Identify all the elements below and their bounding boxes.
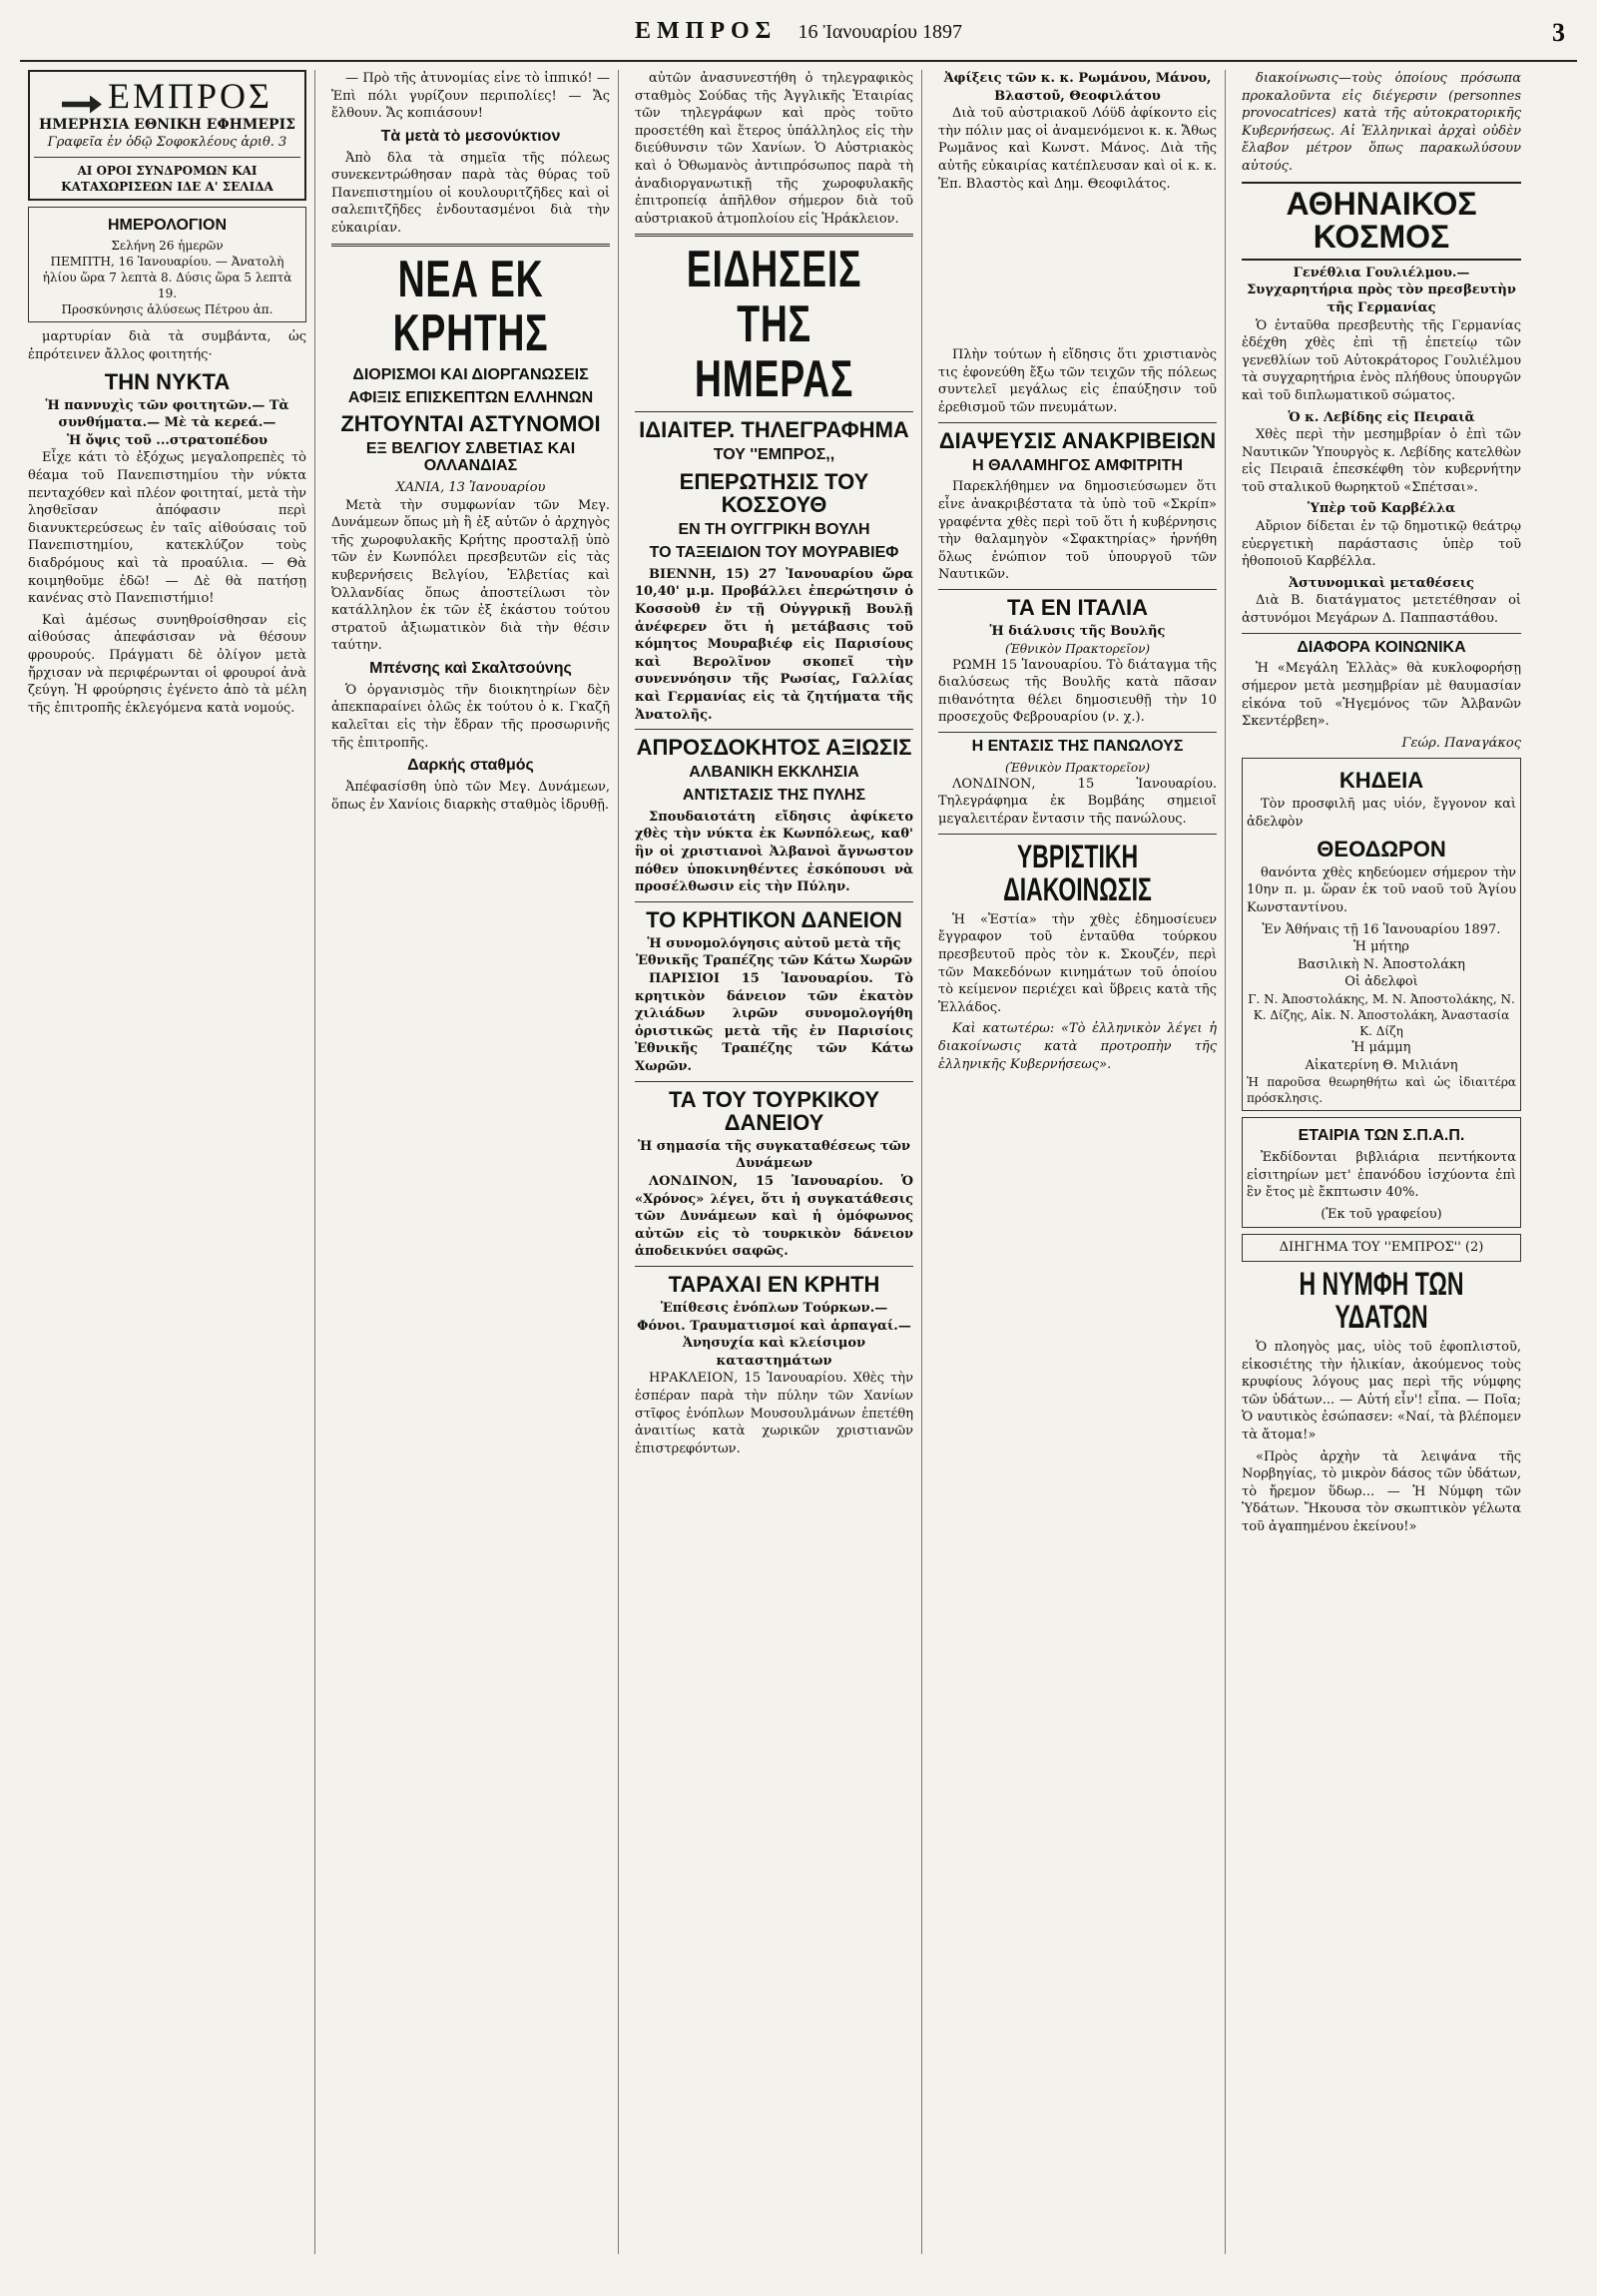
- news-continuation: Πλὴν τούτων ἡ εἴδησις ὅτι χριστιανὸς τις ἐφονεύθη ἔξω τῶν τειχῶν τῆς πόλεως συντελεῖ μεγάλως εἰς ἐπαύξησιν τοῦ ἐρεθισμοῦ τῶν πνευμάτων.: [938, 347, 1217, 415]
- turkish-loan-title: ΤΑ ΤΟΥ ΤΟΥΡΚΙΚΟΥ ΔΑΝΕΙΟΥ: [668, 1086, 880, 1135]
- columns: [20, 70, 1577, 2254]
- divider: [635, 1081, 913, 1082]
- divider: [938, 422, 1217, 423]
- crete-section-title-2: Δαρκής σταθμός: [407, 757, 534, 775]
- insult-body: Ἡ «Ἑστία» τὴν χθὲς ἐδημοσίευεν ἔγγραφον τοῦ ἐνταῦθα τούρκου πρεσβευτοῦ πρὸς τὸν κ. Σκουζέν, περὶ τῶν Μακεδόνων κινημάτων τοῦ ὁποίου τὸ κείμενον περιέχει καὶ ὕβρεις κατὰ τῆς Ἑλλάδος.: [938, 911, 1217, 1015]
- column-5: [1234, 70, 1529, 2254]
- divider: [1242, 633, 1521, 634]
- masthead-rule: [20, 60, 1577, 62]
- night-body-2: Καὶ ἀμέσως συνηθροίσθησαν εἰς αἰθούσας ἀπεφάσισαν νὰ θέσουν φρουρούς. Πράγματι δὲ ὀλίγον μετὰ ἤρχισαν νὰ περιφέρωνται οἱ φρουροί ἀνὰ ζεύγη. Ἡ φρούρησις ἐγένετο ἀπὸ τὰ μέλη τῆς ἐπιτροπῆς ἐκλεγόμενα κατὰ νομούς.: [28, 612, 306, 716]
- telegram-subtitle: ΤΟΥ ''ΕΜΠΡΟΣ,,: [713, 446, 835, 464]
- athens-society-subtitle: Γενέθλια Γουλιέλμου.— Συγχαρητήρια πρὸς τὸν πρεσβευτὴν τῆς Γερμανίας: [1247, 265, 1516, 315]
- divider: [635, 411, 913, 412]
- athens-society-body: Ὁ ἐνταῦθα πρεσβευτὴς τῆς Γερμανίας ἐδέχθη χθὲς ἐπὶ τῇ ἐπετείῳ τῶν γενεθλίων τοῦ Αὐτοκράτορος Γουλιέλμου τὰ συγχαρητήρια ἐνὸς πλήθους ὑπουργῶν καὶ τοῦ διπλωματικοῦ σώματος.: [1242, 317, 1521, 403]
- crete-news-title: ΝΕΑ ΕΚ ΚΡΗΤΗΣ: [392, 250, 549, 363]
- divider: [34, 157, 300, 158]
- misc-body: Ἡ «Μεγάλη Ἑλλὰς» θὰ κυκλοφορήσῃ σήμερον μετὰ μεσημβρίαν μὲ θαυμασίαν εἰκόνα τοῦ «Ἡγεμόνος τῶν Ἀλβανῶν Σκεντέρβεη».: [1242, 661, 1521, 730]
- company-note: (Ἐκ τοῦ γραφείου): [1321, 1206, 1442, 1222]
- calendar-line-3: Προσκύνησις ἁλύσεως Πέτρου ἀπ.: [61, 302, 273, 317]
- denial-body: Παρεκλήθημεν να δημοσιεύσωμεν ὅτι εἶνε ἀνακριβέστατα τὰ ὑπὸ τοῦ «Σκρίπ» γραφέντα χθὲς περὶ τοῦ ὅτι ἡ κυβέρνησις τὴν θαλαμηγὸν «Σφακτηρίας» ἠρνήθη ὅλως ἐνώπιον τοῦ ὑπουργοῦ τῶν Ναυτικῶν.: [938, 479, 1217, 583]
- police-body: Διὰ Β. διατάγματος μετετέθησαν οἱ ἀστυνόμοι Μεγάρων Δ. Παππαστάθου.: [1242, 593, 1521, 627]
- divider: [938, 589, 1217, 590]
- funeral-note: Ἡ παροῦσα θεωρηθήτω καὶ ὡς ἰδιαιτέρα πρόσκλησις.: [1247, 1075, 1516, 1106]
- insult-title: ΥΒΡΙΣΤΙΚΗ ΔΙΑΚΟΙΝΩΣΙΣ: [1003, 838, 1152, 908]
- midnight-body: Ἀπὸ δλα τὰ σημεῖα τῆς πόλεως συνεκεντρώθησαν παρὰ τὰς θύρας τοῦ Πανεπιστημίου οἱ κουλουριτζῆδες καὶ οἱ σαλεπιτζῆδες ἐνδουτασμένοι διὰ τὴν εὐκαιρίαν.: [331, 150, 610, 236]
- albanian-body: Σπουδαιοτάτη εἴδησις ἀφίκετο χθὲς τὴν νύκτα ἐκ Κωνπόλεως, καθ' ἣν οἱ χριστιανοὶ Ἀλβανοὶ ἄγνωστον πόθεν ὑποκινηθέντες ἐσκόπουσι νὰ προσέλθωσιν εἰς τὴν Πύλην.: [635, 809, 913, 895]
- logo-title: ΕΜΠΡΟΣ: [108, 76, 272, 116]
- karvellas-body: Αὔριον δίδεται ἐν τῷ δημοτικῷ θεάτρῳ εὐεργετικὴ παράστασις ὑπὲρ τοῦ ἠθοποιοῦ Καρβέλλα.: [1242, 519, 1521, 570]
- levidis-title: Ὁ κ. Λεβίδης εἰς Πειραιᾶ: [1288, 409, 1475, 425]
- cretan-loan-title: ΤΟ ΚΡΗΤΙΚΟΝ ΔΑΝΕΙΟΝ: [646, 906, 902, 932]
- calendar-line-2: ΠΕΜΠΤΗ, 16 Ἰανουαρίου. — Ἀνατολὴ ἡλίου ὥρα 7 λεπτὰ 8. Δύσις ὥρα 5 λεπτὰ 19.: [42, 255, 292, 301]
- funeral-date: Ἐν Ἀθήναις τῇ 16 Ἰανουαρίου 1897.: [1262, 921, 1501, 937]
- company-body: Ἐκδίδονται βιβλιάρια πεντήκοντα εἰσιτηρίων μετ' ἐπανόδου ἰσχύοντα ἐπὶ ἓν ἔτος μὲ ἔκπτωσιν 40%.: [1247, 1149, 1516, 1201]
- funeral-title: ΚΗΔΕΙΑ: [1338, 768, 1424, 794]
- crete-section-body-1: Ὁ ὀργανισμὸς τῆν διοικητηρίων δὲν ἀπεκπαραίνει ὁλῶς ἐκ τούτου ὁ κ. Γκαζῆ καλεῖται εἰς τὴν ἔδραν τῆς προσωρινῆς τῆς ἐπιτροπῆς.: [331, 682, 610, 751]
- funeral-mother-name: Βασιλικὴ Ν. Ἀποστολάκη: [1298, 956, 1465, 972]
- logo-terms: ΑΙ ΟΡΟΙ ΣΥΝΔΡΟΜΩΝ ΚΑΙ ΚΑΤΑΧΩΡΙΣΕΩΝ ΙΔΕ Α' ΣΕΛΙΔΑ: [61, 163, 273, 194]
- riots-body: ΗΡΑΚΛΕΙΟΝ, 15 Ἰανουαρίου. Χθὲς τὴν ἑσπέραν παρὰ τὴν πύλην τῶν Χανίων στῖφος ἐνόπλων Μουσουλμάνων ἐπετέθη ἀναιτίως κατὰ χωρικῶν χριστιανῶν ἐπιστρεφόντων.: [635, 1371, 913, 1456]
- crete-section-body-2: Ἀπέφασίσθη ὑπὸ τῶν Μεγ. Δυνάμεων, ὅπως ἐν Χανίοις διαρκὴς σταθμὸς ἱδρυθῇ.: [331, 779, 610, 813]
- col1-intro: μαρτυρίαν διὰ τὰ συμβάντα, ὡς ἐπρότεινεν ἄλλος φοιτητής·: [28, 329, 306, 362]
- crete-section-title-1: Μπένσης καὶ Σκαλτσούνης: [369, 659, 572, 677]
- telegram-title: ΙΔΙΑΙΤΕΡ. ΤΗΛΕΓΡΑΦΗΜΑ: [639, 417, 909, 443]
- divider: [635, 901, 913, 902]
- funeral-body-2: θανόντα χθὲς κηδεύομεν σήμερον τὴν 10ην π. μ. ὥραν ἐκ τοῦ ναοῦ τοῦ Ἁγίου Κωνσταντίνου.: [1247, 864, 1516, 915]
- question-title: ΕΠΕΡΩΤΗΣΙΣ ΤΟΥ ΚΟΣΣΟΥΘ: [679, 469, 869, 518]
- newspaper-page: [20, 18, 1577, 2254]
- pointing-hand-icon: [62, 96, 102, 114]
- crete-body: Μετὰ τὴν συμφωνίαν τῶν Μεγ. Δυνάμεων ὅπως μὴ ἢ ἐξ αὐτῶν ὁ ἀρχηγὸς τῆς χωροφυλακῆς Κρήτης προσταλῇ ὑπὸ τῶν ἐν Κωνπόλει πρεσβευτῶν εἰς τὰς κυβερνήσεις Βελγίου, Ἑλβετίας καὶ Ὀλλανδίας ὅπως ἀποστείλωσι τὸν κατάλληλον ἐκ τῶν ἐξ ἑκάστου τούτου στρατοῦ ἀξιωματικὸν διὰ τὴν θέσιν ταύτην.: [331, 497, 610, 654]
- question-subtitle-2: ΤΟ ΤΑΞΕΙΔΙΟΝ ΤΟΥ ΜΟΥΡΑΒΙΕΦ: [649, 544, 899, 561]
- divider: [938, 834, 1217, 835]
- italy-body: ΡΩΜΗ 15 Ἰανουαρίου. Τὸ διάταγμα τῆς διαλύσεως τῆς Βουλῆς κατὰ πᾶσαν πιθανότητα θέλει δημοσιευθῇ τὴν 10 προσεχοῦς Φεβρουαρίου (ν. χ.).: [938, 657, 1217, 726]
- funeral-notice: [1242, 758, 1521, 1111]
- funeral-grandmother-name: Αἰκατερίνη Θ. Μιλιάνη: [1305, 1057, 1458, 1073]
- levidis-body: Χθὲς περὶ τὴν μεσημβρίαν ὁ ἐπὶ τῶν Ναυτικῶν Ὑπουργὸς κ. Λεβίδης κατελθὼν εἰς Πειραιᾶ ἐπεσκέφθη τὸν κυβερνήτην τοῦ σταλικοῦ θωρηκτοῦ «Σπέτσαι».: [1242, 427, 1521, 495]
- question-subtitle: ΕΝ ΤΗ ΟΥΓΓΡΙΚΗ ΒΟΥΛΗ: [678, 521, 870, 539]
- logo-office: Γραφεῖα ἐν ὁδῷ Σοφοκλέους ἀριθ. 3: [47, 135, 287, 150]
- night-subtitle-1: Ἡ παννυχὶς τῶν φοιτητῶν.— Τὰ συνθήματα.— Μὲ τὰ κερεά.—: [45, 397, 289, 431]
- turkish-loan-body: ΛΟΝΔΙΝΟΝ, 15 Ἰανουαρίου. Ὁ «Χρόνος» λέγει, ὅτι ἡ συγκατάθεσις τῶν Δυνάμεων καὶ ἡ ὁμόφωνος αὐτῶν εἰς τὸ τουρκικὸν δάνειον ἀποδεικνύει σαφῶς.: [635, 1174, 913, 1260]
- albanian-subtitle-2: ΑΝΤΙΣΤΑΣΙΣ ΤΗΣ ΠΥΛΗΣ: [682, 787, 866, 805]
- column-3: [627, 70, 922, 2254]
- calendar-line-1: Σελήνη 26 ἡμερῶν: [111, 239, 224, 254]
- col5-top: διακοίνωσις—τοὺς ὁποίους πρόσωπα προκαλοῦντα εἰς διέγερσιν (personnes provocatrices) κατὰ τῆς αὐτοκρατορικῆς Κυβερνήσεως. Αἱ Ἑλληνικαὶ ἀρχαὶ οὐδὲν ἔλαβον μέτρον ὅπως παρακωλύσουν αὐτούς.: [1242, 71, 1521, 174]
- plague-title: Η ΕΝΤΑΣΙΣ ΤΗΣ ΠΑΝΩΛΟΥΣ: [971, 738, 1184, 756]
- story-title: Η ΝΥΜΦΗ ΤΩΝ ΥΔΑΤΩΝ: [1299, 1265, 1464, 1336]
- page-number: 3: [1552, 18, 1565, 47]
- question-body: ΒΙΕΝΝΗ, 15) 27 Ἰανουαρίου ὥρα 10,40' μ.μ. Προβάλλει ἐπερώτησιν ὁ Κοσσοὺθ ἐν τῇ Οὐγγρικῇ Βουλῇ ἀνέφερεν ὅτι ἡ μετάβασις τοῦ κόμητος Μουραβιέφ εἰς Παρισίους καὶ Βερολῖνον σκοπεῖ τὴν συνεννόησιν τῆς Ρωσίας, Γαλλίας καὶ Γερμανίας εἰς τὰ ζητήματα τῆς Ἀνατολῆς.: [635, 566, 913, 723]
- cretan-loan-subtitle: Ἡ συνομολόγησις αὐτοῦ μετὰ τῆς Ἐθνικῆς Τραπέζης τῶν Κάτω Χωρῶν: [635, 935, 912, 969]
- logo-subtitle: ΗΜΕΡΗΣΙΑ ΕΘΝΙΚΗ ΕΦΗΜΕΡΙΣ: [38, 117, 296, 133]
- athens-society-title: ΑΘΗΝΑΙΚΟΣ ΚΟΣΜΟΣ: [1242, 182, 1521, 261]
- crete-subtitle-3: ΖΗΤΟΥΝΤΑΙ ΑΣΤΥΝΟΜΟΙ: [340, 411, 601, 437]
- funeral-name: ΘΕΟΔΩΡΟΝ: [1317, 836, 1446, 861]
- story-header: ΔΙΗΓΗΜΑ ΤΟΥ ''ΕΜΠΡΟΣ'' (2): [1279, 1240, 1484, 1256]
- funeral-grandmother-label: Ἡ μάμμη: [1351, 1039, 1411, 1055]
- crete-dateline: ΧΑΝΙΑ, 13 Ἰανουαρίου: [395, 480, 546, 496]
- night-subtitle-2: Ἡ ὄψις τοῦ ...στρατοπέδου: [66, 432, 268, 448]
- issue-date: 16 Ἰανουαρίου 1897: [798, 21, 963, 43]
- riots-subtitle: Ἐπίθεσις ἐνόπλων Τούρκων.— Φόνοι. Τραυματισμοί καὶ ἁρπαγαί.— Ἀνησυχία καὶ κλείσιμον καταστημάτων: [637, 1301, 911, 1369]
- headline-spacer: [938, 197, 1217, 346]
- police-title: Ἀστυνομικαὶ μεταθέσεις: [1289, 575, 1474, 591]
- italy-title: ΤΑ ΕΝ ΙΤΑΛΙΑ: [1007, 594, 1148, 620]
- funeral-mother-label: Ἡ μήτηρ: [1353, 939, 1409, 955]
- crete-subtitle-1: ΔΙΟΡΙΣΜΟΙ ΚΑΙ ΔΙΟΡΓΑΝΩΣΕΙΣ: [352, 365, 589, 383]
- denial-subtitle: Η ΘΑΛΑΜΗΓΟΣ ΑΜΦΙΤΡΙΤΗ: [972, 456, 1183, 474]
- arrivals-body: Διὰ τοῦ αὐστριακοῦ Λόϋδ ἀφίκοντο εἰς τὴν πόλιν μας οἱ ἀναμενόμενοι κ. κ. Ἄθως Ρωμᾶνος καὶ Κωνστ. Μάνος. Διὰ τῆς αὐτῆς εὐκαιρίας κατέπλευσαν καὶ οἱ κ. κ. Ἐπ. Βλαστὸς καὶ Δημ. Θεοφιλάτος.: [938, 106, 1217, 192]
- story-header-box: [1242, 1234, 1521, 1262]
- column-1: [20, 70, 315, 2254]
- divider: [635, 729, 913, 730]
- cretan-loan-body: ΠΑΡΙΣΙΟΙ 15 Ἰανουαρίου. Τὸ κρητικὸν δάνειον τῶν ἑκατὸν χιλιάδων λιρῶν συνομολογήθη ὁριστικῶς μετὰ τῆς ἐν Παρισίοις Ἐθνικῆς Τραπέζης τῶν Κάτω Χωρῶν.: [635, 971, 913, 1075]
- night-body: Εἶχε κάτι τὸ ἐξόχως μεγαλοπρεπὲς τὸ θέαμα τοῦ Πανεπιστημίου τὴν νύκτα πενταχόθεν καὶ πλέον φοιτηταί, μετὰ τὴν λησθεῖσαν ἀπόφασιν περὶ διανυκτερεύσεως ἐν ταῖς αἰθούσαις τοῦ Πανεπιστημίου, κατεκλύζον τοὺς διαδρόμους καὶ τὰ προαύλια. — Θὰ κοιμηθοῦμε ἐδῶ! — Δὲ θὰ πατήσῃ κανένας στὸ Πανεπιστήμιο!: [28, 450, 306, 607]
- masthead: [20, 18, 1577, 62]
- italy-source: (Ἐθνικὸν Πρακτορεῖον): [1004, 641, 1151, 656]
- funeral-siblings-names: Γ. Ν. Ἀποστολάκης, Μ. Ν. Ἀποστολάκης, Ν. Κ. Δίζης, Αἰκ. Ν. Ἀποστολάκη, Ἀναστασία Κ. Δίζη: [1248, 991, 1515, 1038]
- crete-subtitle-4: ΕΞ ΒΕΛΓΙΟΥ ΣΛΒΕΤΙΑΣ ΚΑΙ ΟΛΛΑΝΔΙΑΣ: [365, 440, 576, 475]
- misc-title: ΔΙΑΦΟΡΑ ΚΟΙΝΩΝΙΚΑ: [1297, 638, 1466, 656]
- divider: [938, 732, 1217, 733]
- story-body: Ὁ πλοηγὸς μας, υἱὸς τοῦ ἐφοπλιστοῦ, εἰκοσιέτης τὴν ἡλικίαν, ἀκούμενος τοὺς κρυφίους λόγους μας περὶ τῆς νύμφης τῶν ὑδάτων... — Αὐτή εἶν'! εἶπα. — Ποῖα; Ὁ ναυτικὸς ἐσώπασεν: «Ναί, τὰ βλέπομεν τὰ ἄτομα!»: [1242, 1340, 1521, 1443]
- column-4: [930, 70, 1226, 2254]
- denial-title: ΔΙΑΨΕΥΣΙΣ ΑΝΑΚΡΙΒΕΙΩΝ: [938, 427, 1217, 453]
- riots-title: ΤΑΡΑΧΑΙ ΕΝ ΚΡΗΤΗ: [668, 1271, 880, 1297]
- arrivals-title: Ἀφίξεις τῶν κ. κ. Ρωμάνου, Μάνου, Βλαστοῦ, Θεοφιλάτου: [943, 71, 1212, 104]
- albanian-title: ΑΠΡΟΣΔΟΚΗΤΟΣ ΑΞΙΩΣΙΣ: [636, 735, 912, 761]
- calendar-title: ΗΜΕΡΟΛΟΓΙΟΝ: [108, 216, 227, 234]
- funeral-siblings-label: Οἱ ἀδελφοὶ: [1344, 974, 1418, 990]
- news-of-the-day-title: ΕΙΔΗΣΕΙΣ ΤΗΣ ΗΜΕΡΑΣ: [686, 241, 862, 408]
- karvellas-title: Ὑπὲρ τοῦ Καρβέλλα: [1307, 501, 1456, 517]
- plague-source: (Ἐθνικὸν Πρακτορεῖον): [1004, 760, 1151, 775]
- column-2: [323, 70, 619, 2254]
- col3-top: αὐτῶν ἀνασυνεστήθη ὁ τηλεγραφικὸς σταθμὸς Σούδας τῆς Ἀγγλικῆς Ἑταιρίας τῶν τηλεγράφων καὶ πρὸς τοῦτο προσετέθη καὶ ἕτερος ὑπάλληλος εἰς τὴν διεύθυνσιν τῶν Χανίων. Ὁ Αὐστριακὸς καὶ ὁ Ὀθωμανὸς ἀντιπρόσωπος παρὰ τὴ ἀναδιοργανωτικῇ τῆς χωροφυλακῆς ἐπιτροπείᾳ ἀπῆλθον σήμερον διὰ τοῦ αὐστριακοῦ ἀτμοπλοίου εἰς Ἡράκλειον.: [635, 71, 913, 227]
- funeral-body: Τὸν προσφιλῆ μας υἱόν, ἔγγονον καὶ ἀδελφὸν: [1247, 797, 1516, 831]
- turkish-loan-subtitle: Ἡ σημασία τῆς συγκαταθέσεως τῶν Δυνάμεων: [637, 1138, 911, 1172]
- paper-name: ΕΜΠΡΟΣ: [634, 18, 778, 44]
- plague-body: ΛΟΝΔΙΝΟΝ, 15 Ἰανουαρίου. Τηλεγράφημα ἐκ Βομβάης σημειοῖ μεγαλειτέραν ἔντασιν τῆς πανώλους.: [938, 776, 1217, 828]
- crete-subtitle-2: ΑΦΙΞΙΣ ΕΠΙΣΚΕΠΤΩΝ ΕΛΛΗΝΩΝ: [347, 388, 594, 406]
- insult-body-2: Καὶ κατωτέρω: «Τὸ ἐλληνικὸν λέγει ἡ διακοίνωσις κατὰ προτροπὴν τῆς ἑλληνικῆς Κυβερνήσεως».: [938, 1021, 1217, 1072]
- company-title: ΕΤΑΙΡΙΑ ΤΩΝ Σ.Π.Α.Π.: [1298, 1127, 1465, 1145]
- night-title: ΤΗΝ ΝΥΚΤΑ: [104, 368, 231, 394]
- col2-top: — Πρὸ τῆς ἀτυνομίας εἶνε τὸ ἱππικό! — Ἐπὶ πόλι γυρίζουν περιπολίες! — Ἄς ἔλθουν. Ἄς κοπιάσουν!: [331, 71, 610, 122]
- midnight-title: Τὰ μετὰ τὸ μεσονύκτιον: [380, 127, 561, 145]
- divider: [635, 234, 913, 237]
- albanian-subtitle: ΑΛΒΑΝΙΚΗ ΕΚΚΛΗΣΙΑ: [689, 764, 859, 782]
- divider: [635, 1266, 913, 1267]
- logo-box: [28, 70, 306, 201]
- misc-signature: Γεώρ. Παναγάκος: [1401, 735, 1521, 751]
- story-body-2: «Πρὸς ἀρχὴν τὰ λειψάνα τῆς Νορβηγίας, τὸ μικρὸν δάσος τῶν ὑδάτων, τὸ ἤρεμον ὕδωρ... — Ἡ Νύμφη τῶν Ὑδάτων. Ἤκουσα τὸν σκωπτικὸν γέλωτα τοῦ ἀγαπημένου ἐκείνου!»: [1242, 1448, 1521, 1534]
- italy-subtitle: Ἡ διάλυσις τῆς Βουλῆς: [989, 624, 1166, 640]
- company-notice: [1242, 1117, 1521, 1228]
- calendar-box: [28, 207, 306, 323]
- divider: [331, 244, 610, 247]
